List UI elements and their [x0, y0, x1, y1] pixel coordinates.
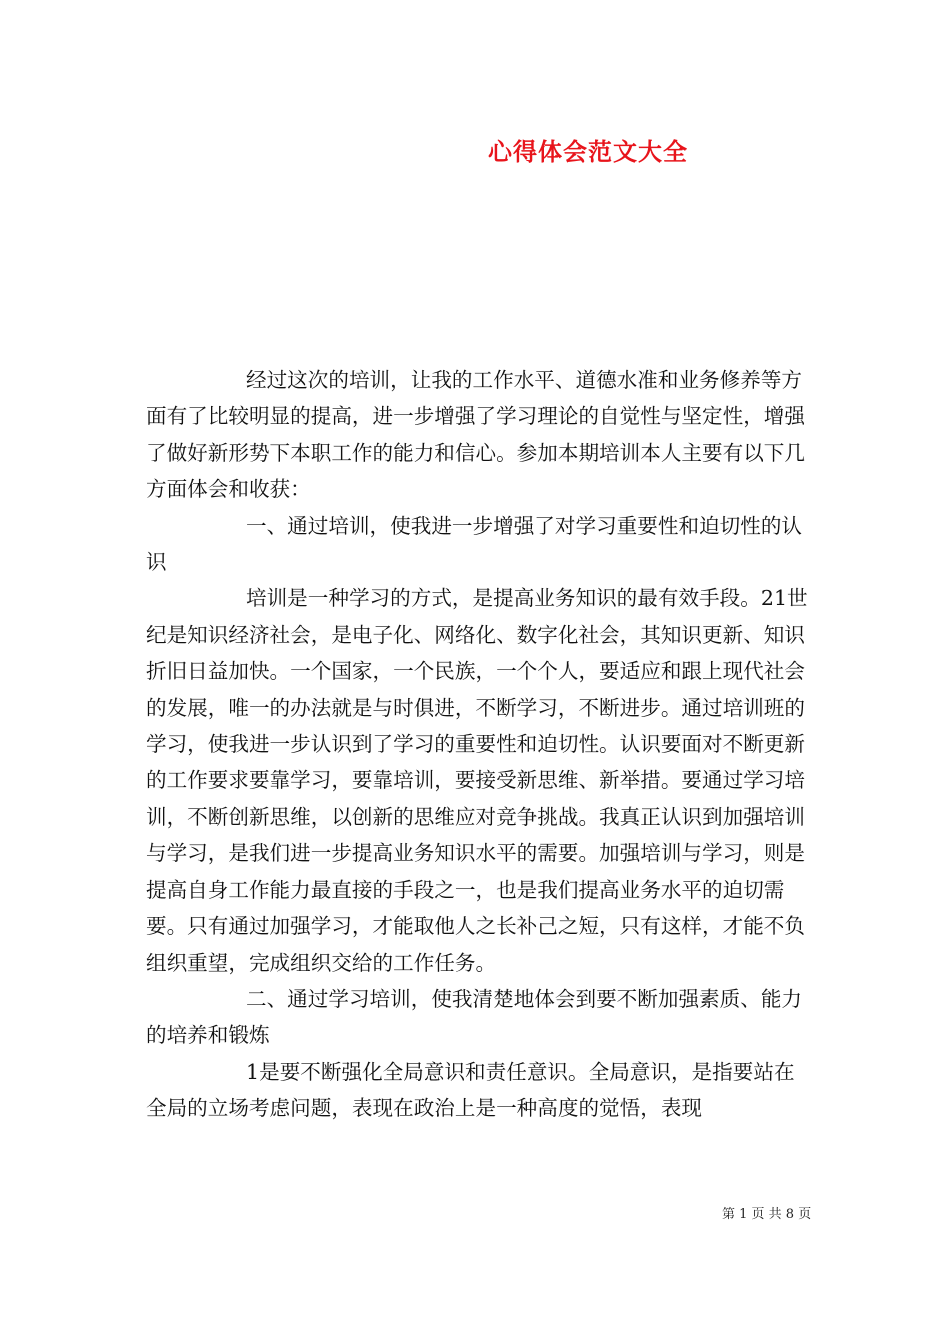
paragraph-intro: 经过这次的培训，让我的工作水平、道德水准和业务修养等方面有了比较明显的提高，进一步增强了学习理论的自觉性与坚定性，增强了做好新形势下本职工作的能力和信心。参加本期培训本人主要有以下几方面体会和收获：: [146, 368, 805, 502]
paragraph-section-2: 1是要不断强化全局意识和责任意识。全局意识，是指要站在全局的立场考虑问题，表现在政治上是一种高度的觉悟，表现: [146, 1059, 795, 1121]
document-body: [146, 362, 810, 1127]
document-title: 心得体会范文大全: [488, 138, 688, 166]
page-footer: 第 1 页 共 8 页: [722, 1207, 812, 1222]
section-heading-2: 二、通过学习培训，使我清楚地体会到要不断加强素质、能力的培养和锻炼: [146, 986, 803, 1048]
paragraph-section-1: 培训是一种学习的方式，是提高业务知识的最有效手段。21世纪是知识经济社会，是电子化、网络化、数字化社会，其知识更新、知识折旧日益加快。一个国家，一个民族，一个个人，要适应和跟上现代社会的发展，唯一的办法就是与时俱进，不断学习，不断进步。通过培训班的学习，使我进一步认识到了学习的重要性和迫切性。认识要面对不断更新的工作要求要靠学习，要靠培训，要接受新思维、新举措。要通过学习培训，不断创新思维，以创新的思维应对竞争挑战。我真正认识到加强培训与学习，是我们进一步提高业务知识水平的需要。加强培训与学习，则是提高自身工作能力最直接的手段之一，也是我们提高业务水平的迫切需要。只有通过加强学习，才能取他人之长补己之短，只有这样，才能不负组织重望，完成组织交给的工作任务。: [146, 586, 808, 975]
section-heading-1: 一、通过培训，使我进一步增强了对学习重要性和迫切性的认识: [146, 513, 803, 575]
